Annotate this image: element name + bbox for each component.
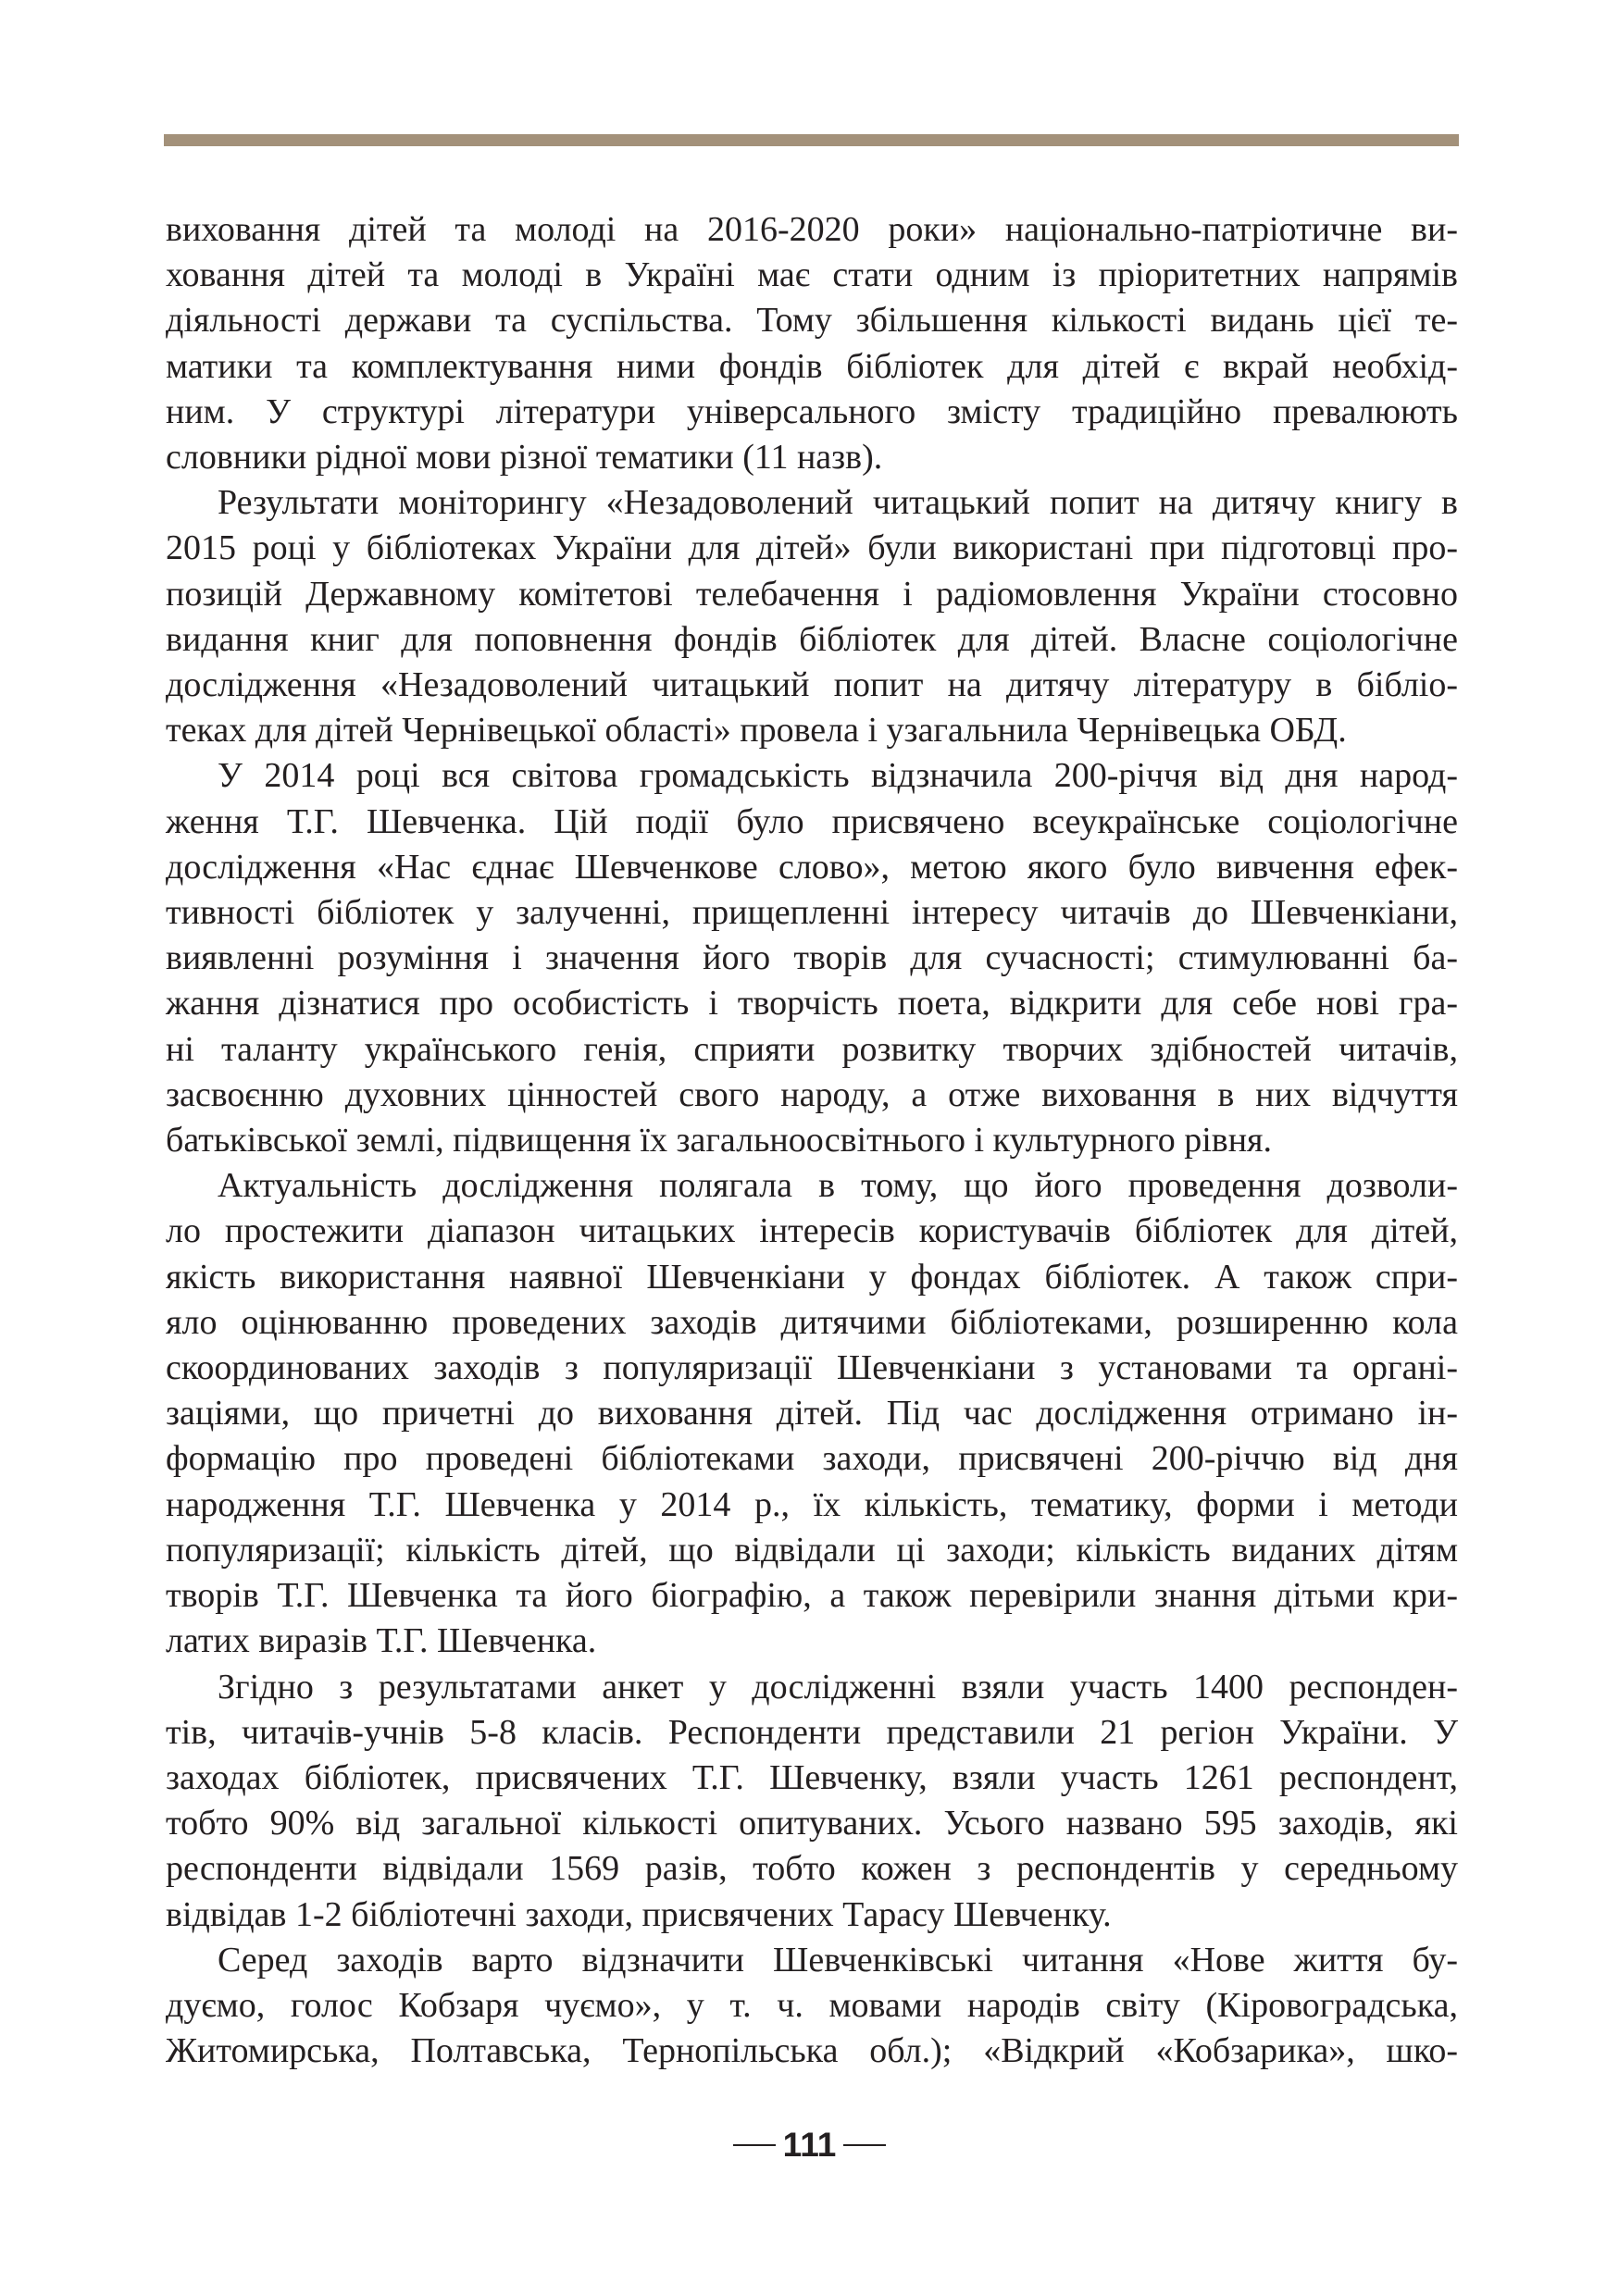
text-line: латих виразів Т.Г. Шевченка. <box>166 1621 597 1661</box>
text-line: заціями, що причетні до виховання дітей. Під час дослідження отримано ін- <box>166 1394 1458 1433</box>
body-text <box>166 207 1458 2074</box>
text-line: виявленні розуміння і значення його творів для сучасності; стимулюванні ба- <box>166 938 1458 978</box>
text-line: відвідав 1-2 бібліотечні заходи, присвячених Тарасу Шевченку. <box>166 1894 1112 1934</box>
text-line: скоординованих заходів з популяризації Шевченкіани з установами та органі- <box>166 1348 1458 1388</box>
text-line: словники рідної мови різної тематики (11 назв). <box>166 438 883 478</box>
header-rule <box>164 134 1459 146</box>
text-line: формацію про проведені бібліотеками заходи, присвячені 200-річчю від дня <box>166 1439 1458 1479</box>
text-line: ним. У структурі літератури універсального змісту традиційно превалюють <box>166 391 1458 431</box>
text-line: теках для дітей Чернівецької області» провела і узагальнила Чернівецька ОБД. <box>166 711 1347 751</box>
text-line: матики та комплектування ними фондів бібліотек для дітей є вкрай необхід- <box>166 346 1458 386</box>
text-line: ження Т.Г. Шевченка. Цій події було присвячено всеукраїнське соціологічне <box>166 801 1458 841</box>
text-line: Результати моніторингу «Незадоволений читацький попит на дитячу книгу в <box>218 483 1458 523</box>
text-line: ло простежити діапазон читацьких інтересів користувачів бібліотек для дітей, <box>166 1211 1458 1251</box>
text-line: ховання дітей та молоді в Україні має стати одним із пріоритетних напрямів <box>166 255 1458 295</box>
text-line: дослідження «Нас єднає Шевченкове слово», метою якого було вивчення ефек- <box>166 847 1458 887</box>
footer-rule-left <box>733 2144 776 2146</box>
text-line: якість використання наявної Шевченкіани у фондах бібліотек. А також спри- <box>166 1257 1458 1297</box>
text-line: тобто 90% від загальної кількості опитуваних. Усього названо 595 заходів, які <box>166 1804 1458 1843</box>
text-line: діяльності держави та суспільства. Тому збільшення кількості видань цієї те- <box>166 301 1458 341</box>
text-line: творів Т.Г. Шевченка та його біографію, а також перевірили знання дітьми кри- <box>166 1576 1458 1616</box>
text-line: популяризації; кількість дітей, що відвідали ці заходи; кількість виданих дітям <box>166 1530 1458 1570</box>
text-line: ні таланту українського генія, сприяти розвитку творчих здібностей читачів, <box>166 1029 1458 1069</box>
text-line: позицій Державному комітетові телебачення і радіомовлення України стосовно <box>166 574 1458 614</box>
text-line: засвоєнню духовних цінностей свого народу, а отже виховання в них відчуття <box>166 1074 1458 1114</box>
text-line: респонденти відвідали 1569 разів, тобто кожен з респондентів у середньому <box>166 1849 1458 1889</box>
text-line: дослідження «Незадоволений читацький попит на дитячу літературу в бібліо- <box>166 665 1458 705</box>
page-number: 111 <box>782 2126 837 2164</box>
text-line: тивності бібліотек у залученні, прищепленні інтересу читачів до Шевченкіани, <box>166 893 1458 933</box>
text-line: тів, читачів-учнів 5-8 класів. Респонденти представили 21 регіон України. У <box>166 1712 1458 1752</box>
text-line: видання книг для поповнення фондів бібліотек для дітей. Власне соціологічне <box>166 619 1458 659</box>
text-line: 2015 році у бібліотеках України для дітей» були використані при підготовці про- <box>166 528 1458 568</box>
footer-rule-right <box>843 2144 886 2146</box>
text-line: Серед заходів варто відзначити Шевченківські читання «Нове життя бу- <box>218 1940 1458 1980</box>
text-line: народження Т.Г. Шевченка у 2014 р., їх кількість, тематику, форми і методи <box>166 1484 1458 1524</box>
text-line: дуємо, голос Кобзаря чуємо», у т. ч. мовами народів світу (Кіровоградська, <box>166 1985 1458 2025</box>
text-line: Згідно з результатами анкет у дослідженні взяли участь 1400 респонден- <box>218 1667 1458 1706</box>
page-footer <box>0 2125 1619 2166</box>
text-line: батьківської землі, підвищення їх загальноосвітнього і культурного рівня. <box>166 1121 1273 1160</box>
text-line: Житомирська, Полтавська, Тернопільська обл.); «Відкрий «Кобзарика», шко- <box>166 2031 1458 2071</box>
text-line: заходах бібліотек, присвячених Т.Г. Шевченку, взяли участь 1261 респондент, <box>166 1757 1458 1797</box>
text-line: Актуальність дослідження полягала в тому, що його проведення дозволи- <box>218 1166 1458 1206</box>
text-line: яло оцінюванню проведених заходів дитячими бібліотеками, розширенню кола <box>166 1302 1458 1342</box>
text-line: жання дізнатися про особистість і творчість поета, відкрити для себе нові гра- <box>166 984 1458 1024</box>
text-line: виховання дітей та молоді на 2016-2020 роки» національно-патріотичне ви- <box>166 210 1458 249</box>
text-line: У 2014 році вся світова громадськість відзначила 200-річчя від дня народ- <box>218 756 1458 796</box>
